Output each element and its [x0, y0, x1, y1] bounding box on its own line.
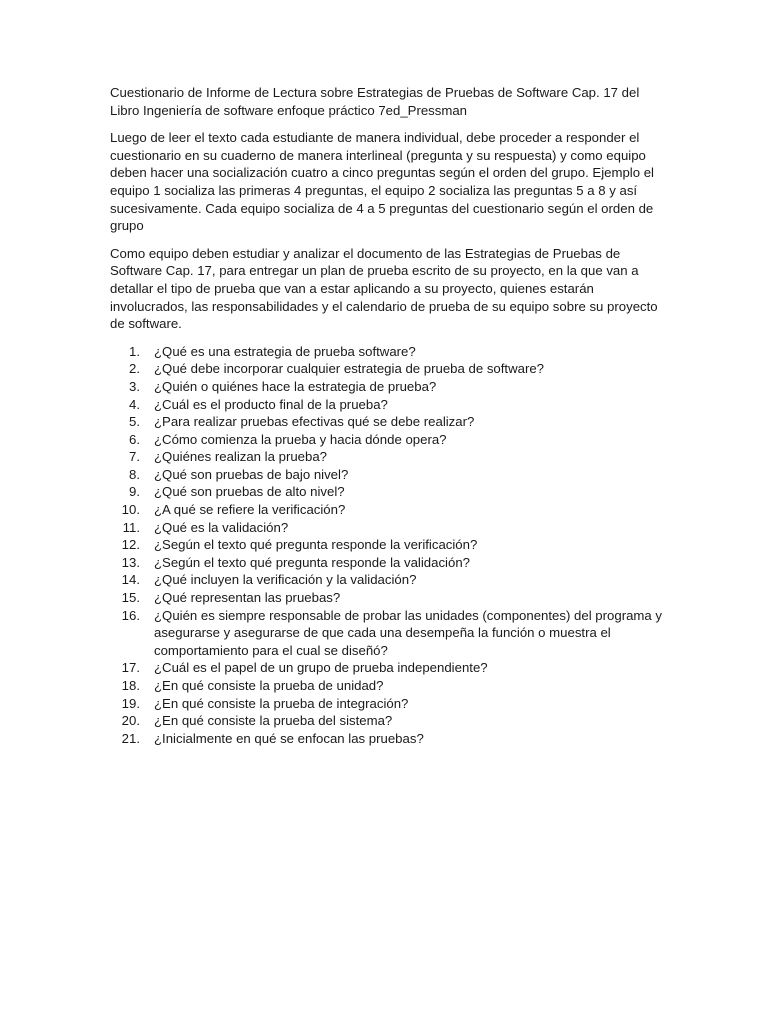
question-number: 19.	[121, 695, 140, 711]
question-number: 11.	[122, 519, 140, 535]
question-text: ¿Qué debe incorporar cualquier estrategia de prueba de software?	[154, 361, 545, 377]
question-number: 20.	[121, 713, 140, 729]
question-text: ¿Según el texto qué pregunta responde la validación?	[154, 554, 470, 570]
question-number: 7.	[129, 449, 140, 465]
document-page	[110, 84, 665, 747]
question-text: ¿Quiénes realizan la prueba?	[154, 449, 328, 465]
document-title: Cuestionario de Informe de Lectura sobre Estrategias de Pruebas de Software Cap. 17 del Libro Ingeniería de software enfoque práctico 7ed_Pressman	[110, 85, 640, 118]
question-text: ¿Qué representan las pruebas?	[154, 590, 341, 606]
question-number: 6.	[129, 431, 140, 447]
question-number: 3.	[129, 378, 140, 394]
question-item	[110, 431, 665, 449]
question-text: ¿Inicialmente en qué se enfocan las pruebas?	[154, 730, 424, 746]
question-number: 13.	[121, 554, 140, 570]
question-number: 8.	[129, 466, 140, 482]
question-list	[110, 343, 665, 748]
question-text: ¿Qué es la validación?	[154, 519, 289, 535]
question-number: 5.	[129, 414, 140, 430]
question-item	[110, 589, 665, 607]
question-item	[110, 466, 665, 484]
question-text: ¿Cuál es el papel de un grupo de prueba independiente?	[154, 660, 488, 676]
question-number: 4.	[129, 396, 140, 412]
question-item	[110, 413, 665, 431]
question-item	[110, 677, 665, 695]
question-text: ¿En qué consiste la prueba de unidad?	[154, 678, 384, 693]
question-item	[110, 659, 665, 677]
question-number: 9.	[129, 484, 140, 500]
question-text: ¿Qué incluyen la verificación y la validación?	[154, 572, 417, 588]
question-item	[110, 448, 665, 466]
question-item	[110, 571, 665, 589]
question-text: ¿Qué son pruebas de alto nivel?	[154, 484, 345, 500]
team-plan-paragraph: Como equipo deben estudiar y analizar el documento de las Estrategias de Pruebas de Software Cap. 17, para entregar un plan de prueba escrito de su proyecto, en la que van a detallar el tipo de prueba que van a estar aplicando a su proyecto, quienes estarán involucrados, las responsabilidades y el calendario de prueba de su equipo sobre su proyecto de software.	[110, 245, 658, 332]
question-item	[110, 360, 665, 378]
question-item	[110, 343, 665, 361]
instructions-paragraph: Luego de leer el texto cada estudiante de manera individual, debe proceder a responder el cuestionario en su cuaderno de manera interlineal (pregunta y su respuesta) y como equipo deben hacer una socialización cuatro a cinco preguntas según el orden del grupo. Ejemplo el equipo 1 socializa las primeras 4 preguntas, el equipo 2 socializa las preguntas 5 a 8 y así sucesivamente. Cada equipo socializa de 4 a 5 preguntas del cuestionario según el orden de grupo	[110, 130, 654, 234]
question-number: 14.	[121, 572, 140, 588]
question-item	[110, 695, 665, 713]
question-number: 17.	[121, 660, 140, 676]
question-number: 2.	[129, 361, 140, 377]
question-number: 16.	[121, 607, 140, 623]
question-item	[110, 378, 665, 396]
question-text: ¿Quién es siempre responsable de probar las unidades (componentes) del programa y asegurarse y asegurarse de que cada una desempeña la función o muestra el comportamiento para el cual se diseñó?	[154, 607, 662, 658]
question-text: ¿Qué son pruebas de bajo nivel?	[154, 466, 349, 482]
question-item	[110, 554, 665, 572]
question-item	[110, 536, 665, 554]
question-item	[110, 483, 665, 501]
question-item	[110, 607, 665, 660]
question-text: ¿En qué consiste la prueba de integración?	[154, 695, 409, 711]
question-item	[110, 519, 665, 537]
question-number: 12.	[121, 537, 140, 553]
question-number: 15.	[121, 590, 140, 606]
question-text: ¿Para realizar pruebas efectivas qué se debe realizar?	[154, 414, 475, 430]
question-text: ¿En qué consiste la prueba del sistema?	[154, 713, 393, 729]
question-number: 21.	[121, 730, 140, 746]
question-item	[110, 712, 665, 730]
question-text: ¿A qué se refiere la verificación?	[154, 502, 346, 518]
question-text: ¿Qué es una estrategia de prueba software?	[154, 343, 416, 359]
question-item	[110, 501, 665, 519]
question-text: ¿Cómo comienza la prueba y hacia dónde opera?	[154, 431, 447, 447]
question-number: 18.	[121, 678, 140, 693]
question-item	[110, 396, 665, 414]
question-text: ¿Según el texto qué pregunta responde la verificación?	[154, 537, 478, 553]
question-number: 10.	[121, 502, 140, 518]
question-text: ¿Quién o quiénes hace la estrategia de prueba?	[154, 378, 437, 394]
question-item	[110, 730, 665, 748]
question-number: 1.	[129, 343, 140, 359]
question-text: ¿Cuál es el producto final de la prueba?	[154, 396, 388, 412]
